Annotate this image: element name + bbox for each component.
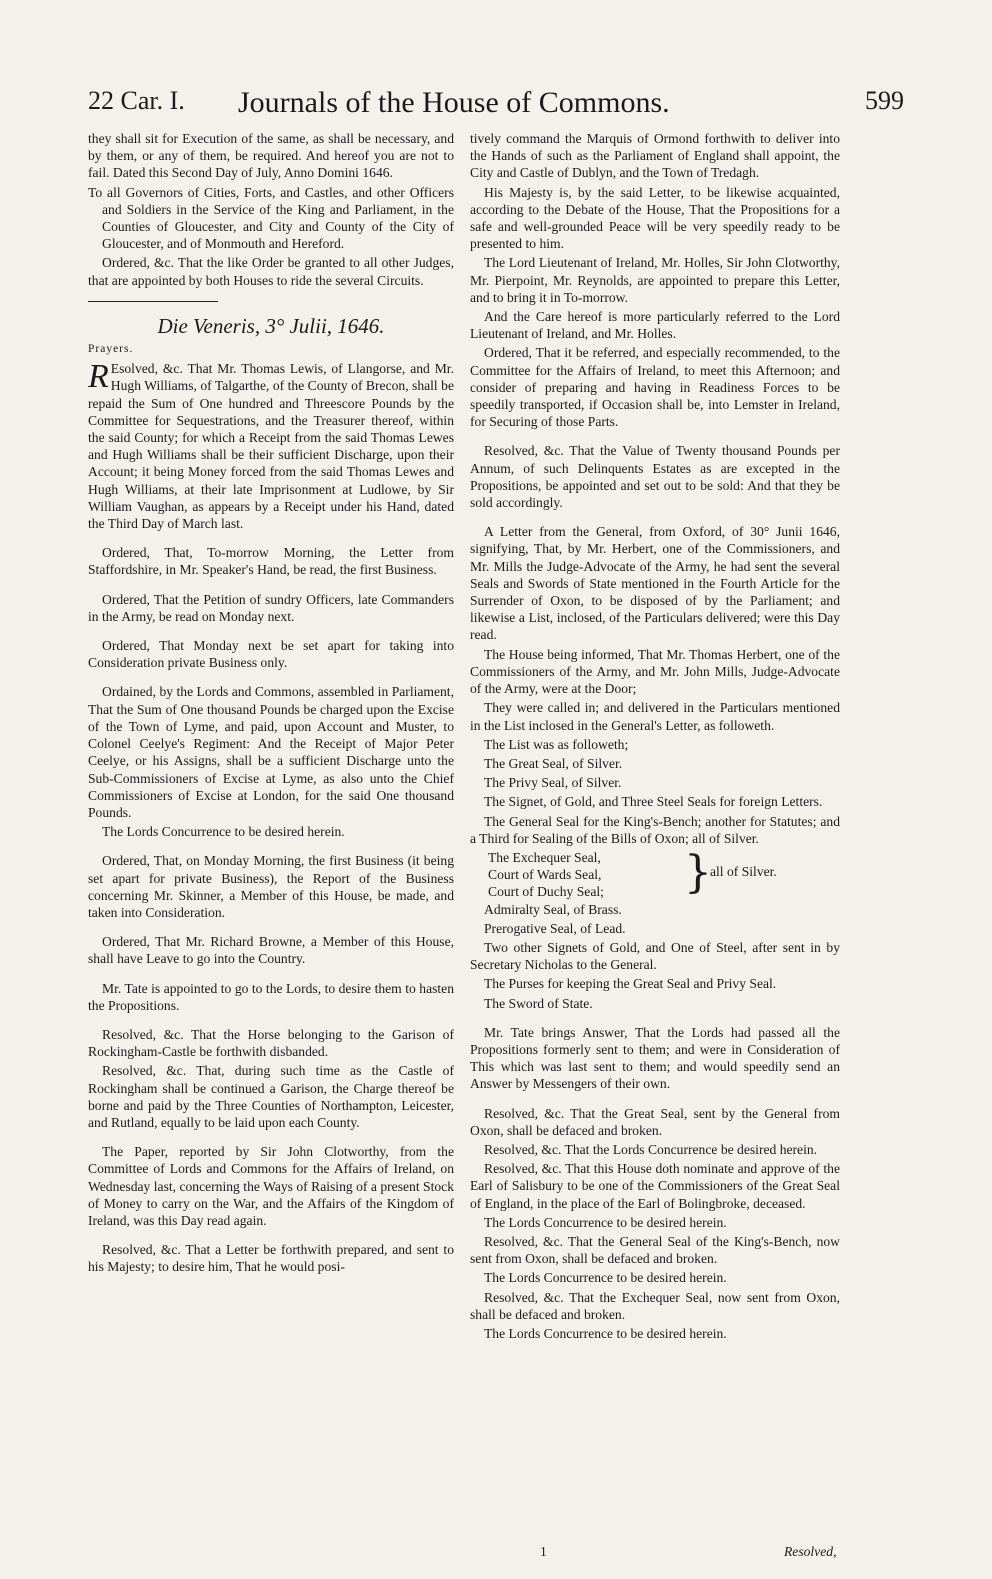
brace-label: all of Silver. [710, 863, 777, 879]
paragraph: Resolved, &c. That the Lords Concurrence be desired herein. [484, 1141, 818, 1157]
left-column [88, 130, 454, 1278]
paragraph: Ordered, That, on Monday Morning, the first Business (it being set apart for private Business), the Report of the Business concerning Mr. Skinner, a Member of this House, be made, and taken into Consideration. [88, 853, 454, 920]
paragraph: Ordered, That, To-morrow Morning, the Letter from Staffordshire, in Mr. Speaker's Hand, be read, the first Business. [88, 545, 454, 578]
seal-list-item: The Great Seal, of Silver. [484, 755, 623, 771]
drop-cap: R [88, 358, 109, 396]
seal-list-item: The Exchequer Seal, [488, 849, 601, 865]
paragraph-text: Esolved, &c. That Mr. Thomas Lewis, of Llangorse, and Mr. Hugh Williams, of Talgarthe, of the County of Brecon, shall be repaid the Sum of One hundred and Threescore Pounds by the Committee for Sequestrations, and the Treasurer thereof, within the said County; for which a Receipt from the said Thomas Lewes and Hugh Williams shall be their sufficient Discharge, upon their Account; it being Money forced from the said Thomas Lewes and Hugh Williams, at their late Imprisonment at Ludlowe, by Sir William Vaughan, as appears by a Receipt under his Hand, dated the Third Day of March last. [88, 361, 454, 532]
paragraph: tively command the Marquis of Ormond forthwith to deliver into the Hands of such as the Parliament of England shall appoint, the City and Castle of Dublyn, and the Town of Tredagh. [470, 131, 840, 181]
paragraph: Resolved, &c. That the General Seal of the King's-Bench, now sent from Oxon, shall be defaced and broken. [470, 1233, 840, 1267]
seal-list-item: The Signet, of Gold, and Three Steel Seals for foreign Letters. [484, 794, 823, 810]
right-column [470, 130, 840, 1344]
regnal-year: 22 Car. I. [88, 86, 185, 115]
paragraph: Resolved, &c. That the Horse belonging to the Garison of Rockingham-Castle be forthwith disbanded. [88, 1026, 454, 1060]
day-heading: Die Veneris, 3° Julii, 1646. [157, 313, 385, 338]
paragraph: The Lords Concurrence to be desired herein. [484, 1270, 727, 1286]
seal-list-item: The General Seal for the King's-Bench; another for Statutes; and a Third for Sealing of the Bills of Oxon; all of Silver. [470, 813, 840, 846]
paragraph: Ordered, That the Petition of sundry Officers, late Commanders in the Army, be read on Monday next. [88, 591, 454, 624]
seal-list-item: Admiralty Seal, of Brass. [484, 901, 622, 917]
paragraph: The Paper, reported by Sir John Clotworthy, from the Committee of Lords and Commons for the Affairs of Ireland, on Wednesday last, concerning the Ways of Raising of a present Stock of Money to carry on the War, and the Affairs of the Kingdom of Ireland, was this Day read again. [88, 1144, 454, 1228]
paragraph: they shall sit for Execution of the same, as shall be necessary, and by them, or any of them, be required. And hereof you are not to fail. Dated this Second Day of July, Anno Domini 1646. [88, 131, 454, 181]
paragraph: Resolved, &c. That this House doth nominate and approve of the Earl of Salisbury to be one of the Commissioners of the Great Seal of England, in the place of the Earl of Bolingbroke, deceased. [470, 1161, 840, 1211]
seal-brace-group [488, 846, 840, 901]
section-divider [88, 301, 218, 302]
paragraph: Ordered, &c. That the like Order be granted to all other Judges, that are appointed by both Houses to ride the several Circuits. [88, 255, 454, 288]
paragraph: They were called in; and delivered in the Particulars mentioned in the List inclosed in the General's Letter, as followeth. [470, 700, 840, 733]
paragraph: The Lord Lieutenant of Ireland, Mr. Holles, Sir John Clotworthy, Mr. Pierpoint, Mr. Reynolds, are appointed to prepare this Letter, and to bring it in To-morrow. [470, 255, 840, 305]
paragraph: Ordered, That it be referred, and especially recommended, to the Committee for the Affairs of Ireland, to meet this Afternoon; and consider of preparing and having in Readiness Forces to be speedily transported, if Occasion shall be, into Lemster in Ireland, for Securing of those Parts. [470, 345, 840, 430]
page-title: Journals of the House of Commons. [238, 86, 670, 119]
paragraph: His Majesty is, by the said Letter, to be likewise acquainted, according to the Debate of the House, That the Propositions for a safe and well-grounded Peace will be very speedily ready to be presented to him. [470, 184, 840, 252]
seal-list-item: The Privy Seal, of Silver. [484, 775, 622, 791]
seal-list-item: Two other Signets of Gold, and One of Steel, after sent in by Secretary Nicholas to the General. [470, 939, 840, 973]
paragraph: The Lords Concurrence to be desired herein. [102, 824, 345, 840]
paragraph: The House being informed, That Mr. Thomas Herbert, one of the Commissioners of the Army, and Mr. John Mills, Judge-Advocate of the Army, were at the Door; [470, 646, 840, 697]
paragraph: Ordered, That Monday next be set apart for taking into Consideration private Business only. [88, 638, 454, 671]
paragraph: And the Care hereof is more particularly referred to the Lord Lieutenant of Ireland, and Mr. Holles. [470, 309, 840, 342]
paragraph: The List was as followeth; [484, 736, 629, 752]
paragraph: Mr. Tate brings Answer, That the Lords had passed all the Propositions formerly sent to them; and were in Consideration of This which was last sent to them; and would speedily send an Answer by Messengers of their own. [470, 1024, 840, 1092]
page-header [88, 86, 904, 126]
signature-mark: 1 [540, 1544, 547, 1559]
paragraph: Resolved, &c. That a Letter be forthwith prepared, and sent to his Majesty; to desire him, That he would posi- [88, 1242, 454, 1275]
paragraph: Mr. Tate is appointed to go to the Lords, to desire them to hasten the Propositions. [88, 980, 454, 1013]
curly-brace-icon: } [684, 846, 712, 898]
seal-list-item: The Sword of State. [484, 995, 593, 1011]
paragraph [88, 360, 454, 532]
paragraph: The Lords Concurrence to be desired herein. [484, 1326, 727, 1341]
prayers-heading: Prayers. [88, 343, 134, 356]
seal-list-item: The Purses for keeping the Great Seal and Privy Seal. [484, 976, 777, 992]
paragraph: A Letter from the General, from Oxford, of 30° Junii 1646, signifying, That, by Mr. Herbert, one of the Commissioners, and Mr. Mills the Judge-Advocate of the Army, he had sent the several Seals and Swords of State mentioned in the Fourth Article for the Surrender of Oxon, to be disposed of by the Parliament; and likewise a List, inclosed, of the Particulars delivered; were this Day read. [470, 524, 840, 643]
seal-list-item: Court of Wards Seal, [488, 867, 602, 883]
paragraph: Resolved, &c. That, during such time as the Castle of Rockingham shall be continued a Garison, the Charge thereof be borne and paid by the Three Counties of Northampton, Leicester, and Rutland, equally to be laid upon each County. [88, 1063, 454, 1130]
address-paragraph: To all Governors of Cities, Forts, and Castles, and other Officers and Soldiers in the Service of the King and Parliament, in the Counties of Gloucester, and City and County of the City of Gloucester, and of Monmouth and Hereford. [88, 184, 454, 252]
paragraph: Ordained, by the Lords and Commons, assembled in Parliament, That the Sum of One thousand Pounds be charged upon the Excise of the Town of Lyme, and paid, upon Account and Muster, to Colonel Ceelye's Regiment: And the Receipt of Major Peter Ceelye, or his Assigns, shall be a sufficient Discharge unto the Sub-Commissioners of Excise at Lyme, as also unto the Chief Commissioners of Excise at London, for the said One thousand Pounds. [88, 684, 454, 820]
paragraph: Resolved, &c. That the Exchequer Seal, now sent from Oxon, shall be defaced and broken. [470, 1289, 840, 1322]
seal-list-item: Court of Duchy Seal; [488, 884, 604, 900]
page-number: 599 [865, 86, 904, 115]
catchword: Resolved, [784, 1544, 837, 1559]
paragraph: Resolved, &c. That the Value of Twenty thousand Pounds per Annum, of such Delinquents Estates as are excepted in the Propositions, be appointed and set out to be sold: And that they be sold accordingly. [470, 443, 840, 511]
paragraph: The Lords Concurrence to be desired herein. [484, 1214, 727, 1230]
paragraph: Resolved, &c. That the Great Seal, sent by the General from Oxon, shall be defaced and broken. [470, 1105, 840, 1138]
paragraph: Ordered, That Mr. Richard Browne, a Member of this House, shall have Leave to go into the Country. [88, 934, 454, 967]
seal-list-item: Prerogative Seal, of Lead. [484, 920, 626, 936]
